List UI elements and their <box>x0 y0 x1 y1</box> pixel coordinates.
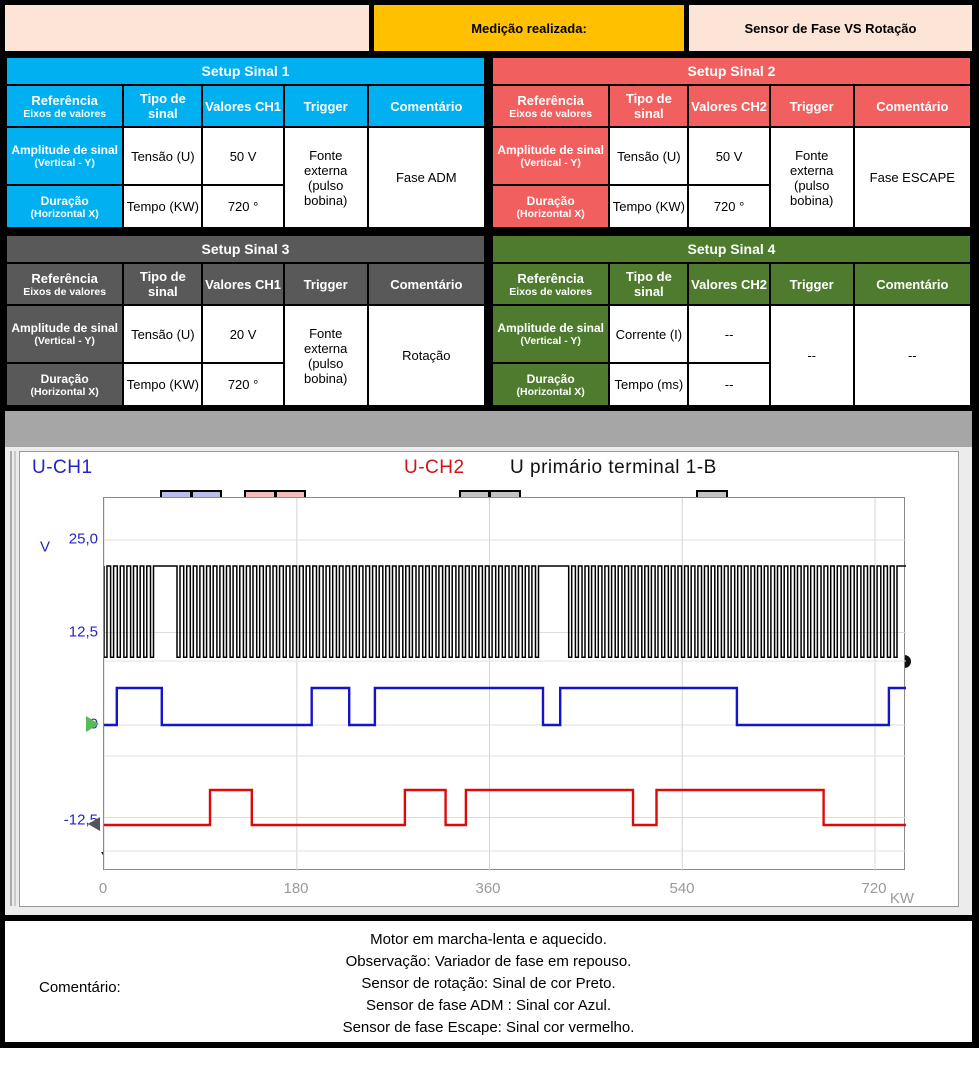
dur-tipo: Tempo (KW) <box>609 185 688 228</box>
comment-section <box>5 921 972 1042</box>
comment-line: Sensor de fase Escape: Sinal cor vermelho. <box>342 1019 635 1036</box>
comentario-value: Rotação <box>368 305 485 406</box>
col-referencia: Referência Eixos de valores <box>6 85 123 127</box>
scope-measurement-title: U primário terminal 1-B <box>510 457 717 478</box>
x-axis-tick: 180 <box>283 880 309 897</box>
amp-valor: -- <box>688 305 769 363</box>
col-referencia: Referência Eixos de valores <box>492 263 609 305</box>
row-amplitude-label: Amplitude de sinal (Vertical - Y) <box>6 127 123 185</box>
comment-line: Motor em marcha-lenta e aquecido. <box>370 931 607 948</box>
channel2-label: U-CH2 <box>404 457 465 478</box>
table-title: Setup Sinal 3 <box>6 235 485 263</box>
amp-valor: 50 V <box>688 127 769 185</box>
left-axis-tick: -12,5 <box>63 811 98 829</box>
left-axis-tick: 25,0 <box>68 530 98 548</box>
left-axis-tick: 0 <box>89 715 98 733</box>
x-axis-unit: KW <box>889 890 915 907</box>
table-title: Setup Sinal 2 <box>492 57 971 85</box>
row-amplitude-label: Amplitude de sinal (Vertical - Y) <box>492 305 609 363</box>
row-duracao-label: Duração (Horizontal X) <box>6 185 123 228</box>
row-duracao-label: Duração (Horizontal X) <box>6 363 123 406</box>
top-header <box>5 5 972 56</box>
col-trigger: Trigger <box>770 85 854 127</box>
col-comentario: Comentário <box>854 263 971 305</box>
x-axis-tick: 540 <box>669 880 695 897</box>
table-title: Setup Sinal 4 <box>492 235 971 263</box>
amp-tipo: Tensão (U) <box>123 127 202 185</box>
x-axis-tick: 360 <box>475 880 501 897</box>
setup-table-4 <box>491 234 972 407</box>
dur-tipo: Tempo (KW) <box>123 185 202 228</box>
row-duracao-label: Duração (Horizontal X) <box>492 363 609 406</box>
left-axis-tick: 12,5 <box>68 623 98 641</box>
scope-window-edge-2 <box>14 451 16 906</box>
amp-valor: 20 V <box>202 305 283 363</box>
setup-tables-grid <box>5 56 972 411</box>
waveform-0 <box>104 566 906 657</box>
col-valores: Valores CH1 <box>202 85 283 127</box>
row-amplitude-label: Amplitude de sinal (Vertical - Y) <box>6 305 123 363</box>
ch1-zero-marker[interactable] <box>86 716 99 732</box>
scope-plot[interactable] <box>103 497 905 870</box>
waveform-2 <box>104 790 906 825</box>
channel1-label: U-CH1 <box>32 457 93 478</box>
setup-table-3 <box>5 234 486 407</box>
row-duracao-label: Duração (Horizontal X) <box>492 185 609 228</box>
col-valores: Valores CH2 <box>688 263 769 305</box>
x-axis-tick: 720 <box>861 880 887 897</box>
trigger-value: Fonte externa (pulso bobina) <box>284 127 368 228</box>
col-tipo: Tipo de sinal <box>123 263 202 305</box>
amp-tipo: Tensão (U) <box>609 127 688 185</box>
scope-plot-svg <box>104 498 906 871</box>
amp-tipo: Corrente (I) <box>609 305 688 363</box>
comment-line: Sensor de fase ADM : Sinal cor Azul. <box>365 997 612 1014</box>
col-trigger: Trigger <box>284 263 368 305</box>
dur-valor: 720 ° <box>688 185 769 228</box>
ch2-zero-marker[interactable] <box>88 817 100 831</box>
row-amplitude-label: Amplitude de sinal (Vertical - Y) <box>492 127 609 185</box>
col-comentario: Comentário <box>368 263 485 305</box>
setup-table-1 <box>5 56 486 229</box>
dur-valor: -- <box>688 363 769 406</box>
col-comentario: Comentário <box>368 85 485 127</box>
comentario-value: -- <box>854 305 971 406</box>
setup-table-2 <box>491 56 972 229</box>
col-valores: Valores CH2 <box>688 85 769 127</box>
col-referencia: Referência Eixos de valores <box>492 85 609 127</box>
col-tipo: Tipo de sinal <box>609 85 688 127</box>
left-axis-unit: V <box>40 538 51 556</box>
table-title: Setup Sinal 1 <box>6 57 485 85</box>
dur-valor: 720 ° <box>202 185 283 228</box>
scope-panel <box>19 451 959 907</box>
scope-gray-band <box>5 411 972 447</box>
comentario-value: Fase ADM <box>368 127 485 228</box>
comment-line: Observação: Variador de fase em repouso. <box>345 953 632 970</box>
col-trigger: Trigger <box>284 85 368 127</box>
comentario-value: Fase ESCAPE <box>854 127 971 228</box>
col-referencia: Referência Eixos de valores <box>6 263 123 305</box>
col-tipo: Tipo de sinal <box>123 85 202 127</box>
trigger-value: -- <box>770 305 854 406</box>
dur-tipo: Tempo (ms) <box>609 363 688 406</box>
header-empty-cell <box>5 5 369 51</box>
waveform-1 <box>104 688 906 725</box>
measurement-label: Medição realizada: <box>374 5 684 51</box>
x-axis-tick: 0 <box>98 880 108 897</box>
comment-label: Comentário: <box>39 979 121 996</box>
col-tipo: Tipo de sinal <box>609 263 688 305</box>
comment-line: Sensor de rotação: Sinal de cor Preto. <box>361 975 616 992</box>
trigger-value: Fonte externa (pulso bobina) <box>770 127 854 228</box>
comment-lines <box>5 929 972 1039</box>
trigger-value: Fonte externa (pulso bobina) <box>284 305 368 406</box>
col-valores: Valores CH1 <box>202 263 283 305</box>
amp-valor: 50 V <box>202 127 283 185</box>
oscilloscope-section <box>5 411 972 915</box>
col-comentario: Comentário <box>854 85 971 127</box>
dur-tipo: Tempo (KW) <box>123 363 202 406</box>
scope-window-edge <box>10 451 12 906</box>
dur-valor: 720 ° <box>202 363 283 406</box>
measurement-value: Sensor de Fase VS Rotação <box>689 5 972 51</box>
col-trigger: Trigger <box>770 263 854 305</box>
amp-tipo: Tensão (U) <box>123 305 202 363</box>
